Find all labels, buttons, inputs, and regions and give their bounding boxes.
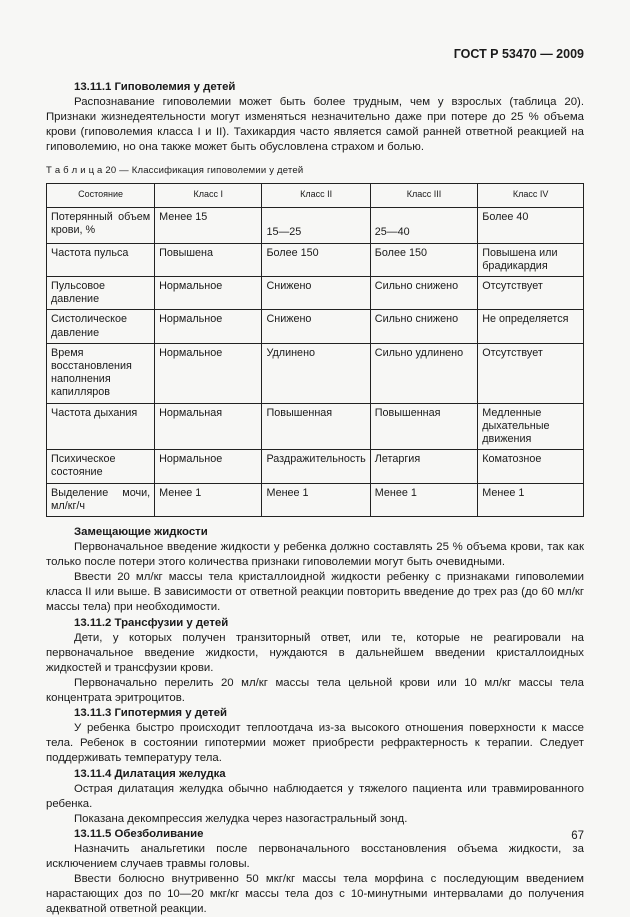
section-title: 13.11.3 Гипотермия у детей [74,707,228,720]
paragraph: У ребенка быстро происходит теплоотдача из-за высокого отношения поверхности к массе тела. Ребенок в состоянии гипотермии может приобрести рефрактерность к терапии. Следует поддерживать температуру тела. [46,722,584,765]
table-cell: Время восстановления наполнения капилляров [47,343,155,403]
section-title: 13.11.5 Обезболивание [74,827,204,840]
table-cell: Более 150 [262,243,370,276]
table-cell: Удлинено [262,343,370,403]
table-cell: Менее 1 [370,483,477,516]
table-caption: Т а б л и ц а 20 — Классификация гиповолемии у детей [46,165,304,177]
table-cell: Медленные дыхательные движения [478,403,584,450]
paragraph: Острая дилатация желудка обычно наблюдается у тяжелого пациента или травмированного ребенка. [46,782,584,810]
table-cell: Психическое состояние [47,450,155,483]
paragraph: Распознавание гиповолемии может быть более трудным, чем у взрослых (таблица 20). Признаки жизнедеятельности могут изменяться незначительно даже при потере до 25 % объема крови (гиповолемия класса I и II). Тахикардия часто является самой ранней ответной реакцией на гиповолемию, но она также может быть обусловлена страхом и болью. [46,96,584,154]
table-cell: Повышена [155,243,262,276]
hypovolemia-table [46,183,584,517]
table-cell: Менее 1 [478,483,584,516]
table-cell: Раздражительность [262,450,370,483]
paragraph: Первоначальное введение жидкости у ребенка должно составлять 25 % объема крови, так как только после потери этого количества признаки гиповолемии могут быть очевидными. [46,541,584,569]
column-header: Класс IV [478,183,584,207]
section-title: 13.11.1 Гиповолемия у детей [74,81,236,93]
page-content [46,80,584,917]
table-cell: Частота пульса [47,243,155,276]
table-cell: Нормальное [155,310,262,343]
table-cell: Менее 1 [155,483,262,516]
paragraph: Ввести 20 мл/кг массы тела кристаллоидной жидкости ребенку с признаками гиповолемии класса II или выше. В зависимости от ответной реакции повторить введение до трех раз (до 60 мл/кг массы тела) при необходимости. [46,571,584,614]
paragraph: Первоначально перелить 20 мл/кг массы тела цельной крови или 10 мл/кг массы тела концентрата эритроцитов. [46,676,584,705]
table-cell: Повышенная [262,403,370,450]
table-row [47,403,584,450]
table-cell: Сильно снижено [370,276,477,309]
table-cell: Частота дыхания [47,403,155,450]
column-header: Состояние [47,183,155,207]
table-cell: Выделение мочи, мл/кг/ч [47,483,155,516]
table-header-row [47,183,584,207]
table-row [47,483,584,516]
table-row [47,243,584,276]
section-title: 13.11.4 Дилатация желудка [74,767,226,780]
table-cell: Нормальное [155,450,262,483]
table-cell: Более 40 [478,207,584,243]
table-cell: Отсутствует [478,276,584,309]
table-cell: Сильно удлинено [370,343,477,403]
table-cell: Сильно снижено [370,310,477,343]
table-cell: Менее 1 [262,483,370,516]
table-cell: Снижено [262,310,370,343]
table-row [47,207,584,243]
paragraph: Назначить анальгетики после первоначального восстановления объема жидкости, за исключением случаев травмы головы. [46,842,584,871]
table-cell: Снижено [262,276,370,309]
table-cell: 15—25 [262,207,370,243]
table-cell: Потерянный объем крови, % [47,207,155,243]
table-cell: Менее 15 [155,207,262,243]
column-header: Класс II [262,183,370,207]
table-cell: Систолическое давление [47,310,155,343]
table-cell: Нормальное [155,343,262,403]
paragraph: Ввести болюсно внутривенно 50 мкг/кг массы тела морфина с последующим введением нарастающих доз по 10—20 мкг/кг массы тела доз с 10-минутными интервалами до получения адекватной ответной реакции. [46,873,584,916]
table-cell: Более 150 [370,243,477,276]
table-row [47,343,584,403]
table-row [47,276,584,309]
table-cell: Нормальная [155,403,262,450]
table-cell: Повышена или брадикардия [478,243,584,276]
section-title: Замещающие жидкости [74,526,208,539]
document-header: ГОСТ Р 53470 — 2009 [453,47,584,61]
table-cell: Нормальное [155,276,262,309]
paragraph: Дети, у которых получен транзиторный ответ, или те, которые не реагировали на первоначальное введение жидкости, нуждаются в дальнейшем введении кристаллоидных жидкостей и трансфузии крови. [46,631,584,674]
table-cell: Не определяется [478,310,584,343]
table-row [47,450,584,483]
table-cell: Пульсовое давление [47,276,155,309]
section-title: 13.11.2 Трансфузии у детей [74,616,229,629]
table-cell: Коматозное [478,450,584,483]
column-header: Класс III [370,183,477,207]
column-header: Класс I [155,183,262,207]
table-cell: Отсутствует [478,343,584,403]
table-cell: 25—40 [370,207,477,243]
table-cell: Летаргия [370,450,477,483]
page-number: 67 [571,830,584,842]
paragraph: Показана декомпрессия желудка через назогастральный зонд. [74,812,408,825]
table-cell: Повышенная [370,403,477,450]
table-row [47,310,584,343]
